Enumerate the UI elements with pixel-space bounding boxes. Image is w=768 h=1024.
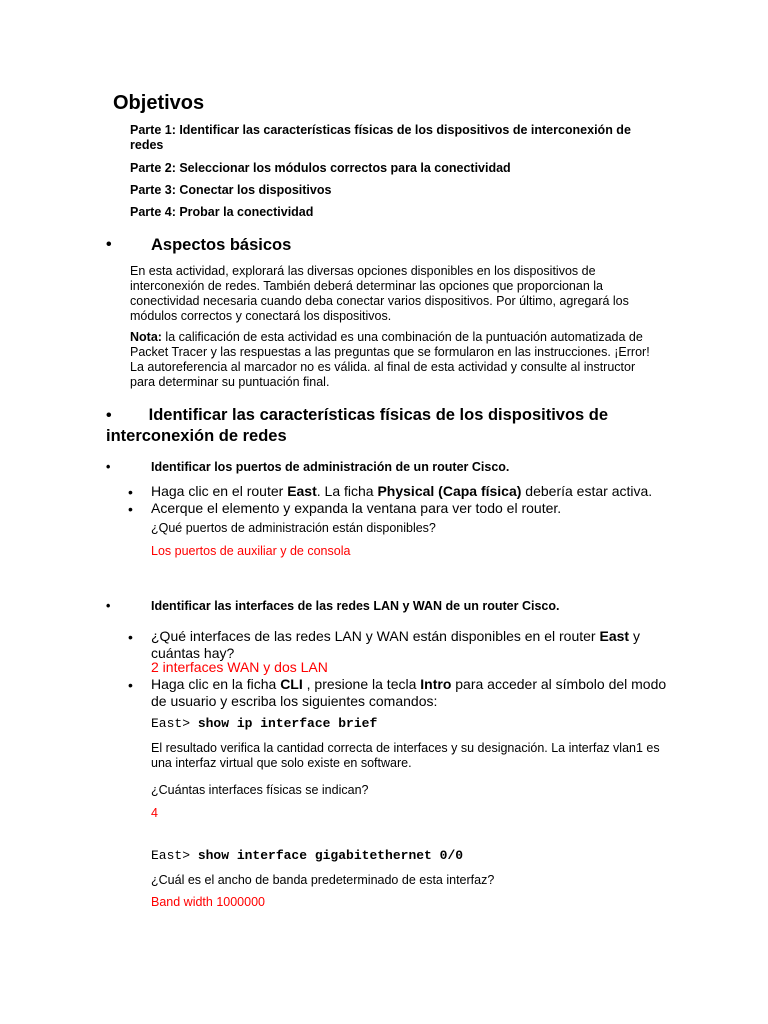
step2-answer2: 4 bbox=[151, 806, 158, 820]
step2-item1-text-c: y cuántas hay? bbox=[151, 628, 640, 661]
step2-item2-tab: CLI bbox=[280, 676, 303, 692]
step2-item2 bbox=[151, 676, 671, 709]
bullet-step1-item2: • bbox=[128, 501, 133, 517]
step2-question3: ¿Cuál es el ancho de banda predeterminado de esta interfaz? bbox=[151, 873, 495, 887]
step1-item1-text-c: . La ficha bbox=[316, 483, 378, 499]
objective-part-1: Parte 1: Identificar las características físicas de los dispositivos de interconexión de redes bbox=[130, 123, 631, 152]
step1-heading: Identificar los puertos de administración de un router Cisco. bbox=[151, 460, 510, 474]
command-2-prompt: East> bbox=[151, 848, 198, 863]
result-text: El resultado verifica la cantidad correcta de interfaces y su designación. La interfaz vlan1 es una interfaz virtual que solo existe en software. bbox=[151, 741, 660, 770]
section1-heading-block bbox=[106, 405, 616, 447]
bullet-step1: • bbox=[106, 460, 111, 474]
step2-heading: Identificar las interfaces de las redes LAN y WAN de un router Cisco. bbox=[151, 599, 560, 613]
command-2-text: show interface gigabitethernet 0/0 bbox=[197, 848, 464, 863]
section1-heading: Identificar las características físicas de los dispositivos de interconexión de redes bbox=[106, 406, 609, 445]
objective-part-4: Parte 4: Probar la conectividad bbox=[130, 205, 314, 219]
bullet-basics: • bbox=[106, 236, 112, 253]
command-1-prompt: East> bbox=[151, 716, 198, 731]
step2-item2-text-a: Haga clic en la ficha bbox=[151, 676, 281, 692]
step1-answer: Los puertos de auxiliar y de consola bbox=[151, 544, 351, 558]
step1-item2: Acerque el elemento y expanda la ventana para ver todo el router. bbox=[151, 500, 562, 516]
objectives-heading: Objetivos bbox=[113, 92, 205, 114]
step2-item1 bbox=[151, 628, 651, 661]
step2-item2-text-e: para acceder al símbolo del modo de usuario y escriba los siguientes comandos: bbox=[151, 676, 667, 709]
command-1-text: show ip interface brief bbox=[197, 716, 378, 731]
note-paragraph bbox=[130, 330, 650, 390]
note-text: la calificación de esta actividad es una combinación de la puntuación automatizada de Packet Tracer y las respuestas a las preguntas que se formularon en las instrucciones. ¡Error! La autoreferencia al marcador no es válida. al final de esta actividad y consulte al instructor para determinar su puntuación final. bbox=[130, 330, 650, 389]
step2-question2: ¿Cuántas interfaces físicas se indican? bbox=[151, 783, 369, 797]
objective-part-3: Parte 3: Conectar los dispositivos bbox=[130, 183, 332, 197]
step1-item1-router: East bbox=[287, 483, 317, 499]
step1-item1-text-e: debería estar activa. bbox=[521, 483, 653, 499]
step2-item2-text-c: , presione la tecla bbox=[302, 676, 421, 692]
command-1 bbox=[151, 716, 377, 731]
bullet-step2-item1: • bbox=[128, 629, 133, 645]
bullet-step1-item1: • bbox=[128, 484, 133, 500]
objective-part-2: Parte 2: Seleccionar los módulos correctos para la conectividad bbox=[130, 161, 511, 175]
bullet-step2: • bbox=[106, 599, 111, 613]
step2-answer1: 2 interfaces WAN y dos LAN bbox=[151, 659, 328, 675]
note-label: Nota: bbox=[130, 330, 162, 344]
step1-question: ¿Qué puertos de administración están disponibles? bbox=[151, 521, 436, 535]
command-2 bbox=[151, 848, 463, 863]
bullet-section1: • bbox=[106, 407, 112, 424]
step2-item1-router: East bbox=[599, 628, 630, 644]
bullet-step2-item2: • bbox=[128, 677, 133, 693]
basics-paragraph: En esta actividad, explorará las diversas opciones disponibles en los dispositivos de interconexión de redes. También deberá determinar las opciones que proporcionan la conectividad necesaria cuando deba conectar varios dispositivos. Por último, agregará los módulos correctos y conectará los dispositivos. bbox=[130, 264, 629, 323]
step1-item1-tab: Physical (Capa física) bbox=[377, 483, 522, 499]
basics-heading: Aspectos básicos bbox=[151, 236, 292, 254]
step2-item2-key: Intro bbox=[420, 676, 452, 692]
step1-item1-text-a: Haga clic en el router bbox=[151, 483, 288, 499]
step1-item1 bbox=[151, 483, 671, 500]
step2-answer3: Band width 1000000 bbox=[151, 895, 265, 909]
step2-item1-text-a: ¿Qué interfaces de las redes LAN y WAN están disponibles en el router bbox=[151, 628, 600, 644]
